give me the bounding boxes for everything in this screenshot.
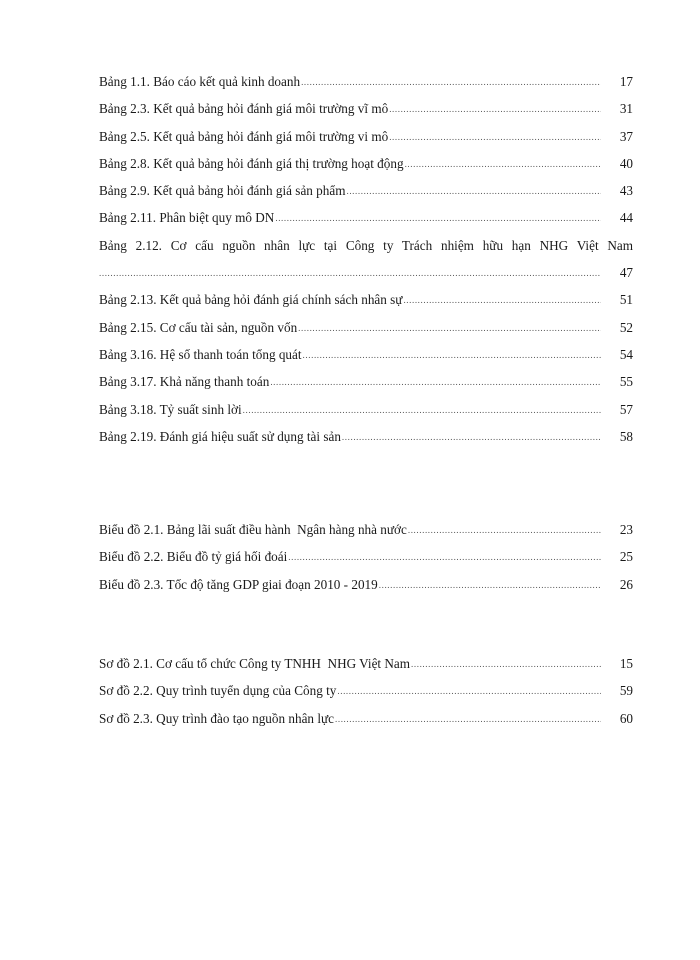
toc-entry[interactable]	[99, 423, 633, 450]
toc-entry-label: Bảng 1.1. Báo cáo kết quả kinh doanh	[99, 68, 301, 95]
dot-leader	[270, 369, 601, 396]
dot-leader	[243, 397, 601, 424]
toc-entry[interactable]	[99, 177, 633, 204]
dot-leader	[301, 69, 601, 96]
dot-leader	[405, 151, 601, 178]
toc-entry[interactable]	[99, 68, 633, 95]
toc-page-number: 47	[619, 265, 633, 281]
toc-entry-label: Biểu đồ 2.3. Tốc độ tăng GDP giai đoạn 2010 - 2019	[99, 571, 379, 598]
toc-entry-label: Sơ đồ 2.3. Quy trình đào tạo nguồn nhân lực	[99, 705, 335, 732]
toc-entry[interactable]	[99, 705, 633, 732]
toc-page-number: 44	[619, 210, 633, 226]
toc-entry-label: Sơ đồ 2.2. Quy trình tuyển dụng của Công ty	[99, 677, 337, 704]
dot-leader	[337, 678, 601, 705]
toc-entry-label: Bảng 2.15. Cơ cấu tài sản, nguồn vốn	[99, 314, 298, 341]
toc-entry-continuation	[99, 259, 633, 286]
toc-entry-label: Sơ đồ 2.1. Cơ cấu tổ chức Công ty TNHH NHG Việt Nam	[99, 650, 411, 677]
toc-entry-label: Bảng 3.18. Tỷ suất sinh lời	[99, 396, 243, 423]
toc-page-number: 57	[619, 401, 633, 417]
dot-leader	[342, 424, 601, 451]
toc-entry-label: Bảng 2.5. Kết quả bảng hỏi đánh giá môi trường vi mô	[99, 123, 389, 150]
toc-page-number: 58	[619, 428, 633, 444]
toc-entry-label: Bảng 2.3. Kết quả bảng hỏi đánh giá môi trường vĩ mô	[99, 95, 389, 122]
toc-page-number: 43	[619, 183, 633, 199]
toc-page-number: 15	[619, 656, 633, 671]
toc-page-number: 17	[619, 74, 633, 89]
list-of-tables	[99, 68, 633, 450]
dot-leader	[389, 96, 601, 123]
dot-leader	[335, 706, 601, 733]
toc-page-number: 55	[619, 374, 633, 390]
toc-entry[interactable]	[99, 286, 633, 313]
dot-leader	[275, 205, 601, 232]
toc-entry-label: Bảng 2.11. Phân biệt quy mô DN	[99, 204, 275, 231]
dot-leader	[288, 544, 601, 571]
toc-entry[interactable]	[99, 314, 633, 341]
toc-entry[interactable]	[99, 150, 633, 177]
dot-leader	[411, 651, 601, 678]
dot-leader	[403, 287, 601, 314]
toc-entry[interactable]	[99, 95, 633, 122]
toc-entry-label: Bảng 2.13. Kết quả bảng hỏi đánh giá chính sách nhân sự	[99, 286, 403, 313]
toc-page-number: 40	[619, 155, 633, 171]
toc-entry[interactable]	[99, 571, 633, 598]
toc-entry-label: Biểu đồ 2.2. Biểu đồ tỷ giá hối đoái	[99, 543, 288, 570]
toc-entry[interactable]	[99, 232, 633, 287]
toc-entry[interactable]	[99, 123, 633, 150]
toc-entry-label: Bảng 3.16. Hệ số thanh toán tổng quát	[99, 341, 303, 368]
toc-page-number: 54	[619, 346, 633, 362]
toc-entry-label: Bảng 3.17. Khả năng thanh toán	[99, 368, 270, 395]
toc-entry[interactable]	[99, 341, 633, 368]
toc-page-number: 60	[619, 710, 633, 726]
toc-page-number: 31	[619, 101, 633, 117]
list-of-diagrams	[99, 650, 633, 732]
toc-entry-label: Bảng 2.19. Đánh giá hiệu suất sử dụng tài sản	[99, 423, 342, 450]
dot-leader	[99, 260, 601, 287]
toc-entry[interactable]	[99, 650, 633, 677]
toc-page-number: 51	[619, 292, 633, 308]
toc-entry[interactable]	[99, 516, 633, 543]
dot-leader	[303, 342, 601, 369]
toc-entry-label: Bảng 2.8. Kết quả bảng hỏi đánh giá thị trường hoạt động	[99, 150, 405, 177]
dot-leader	[346, 178, 601, 205]
toc-entry[interactable]	[99, 677, 633, 704]
toc-page-number: 26	[619, 576, 633, 592]
toc-entry[interactable]	[99, 543, 633, 570]
dot-leader	[389, 124, 601, 151]
toc-page-number: 59	[619, 683, 633, 699]
toc-entry[interactable]	[99, 368, 633, 395]
toc-entry[interactable]	[99, 396, 633, 423]
dot-leader	[379, 572, 601, 599]
toc-entry-label: Biểu đồ 2.1. Bảng lãi suất điều hành Ngân hàng nhà nước	[99, 516, 408, 543]
toc-entry-label: Bảng 2.9. Kết quả bảng hỏi đánh giá sản phẩm	[99, 177, 346, 204]
dot-leader	[298, 315, 601, 342]
dot-leader	[408, 517, 601, 544]
toc-page-number: 37	[619, 128, 633, 144]
list-of-charts	[99, 516, 633, 598]
toc-entry[interactable]	[99, 204, 633, 231]
toc-entry-label: Bảng 2.12. Cơ cấu nguồn nhân lực tại Công ty Trách nhiệm hữu hạn NHG Việt Nam	[99, 237, 633, 253]
toc-page-number: 23	[619, 522, 633, 537]
toc-page-number: 52	[619, 319, 633, 335]
toc-page-number: 25	[619, 549, 633, 565]
